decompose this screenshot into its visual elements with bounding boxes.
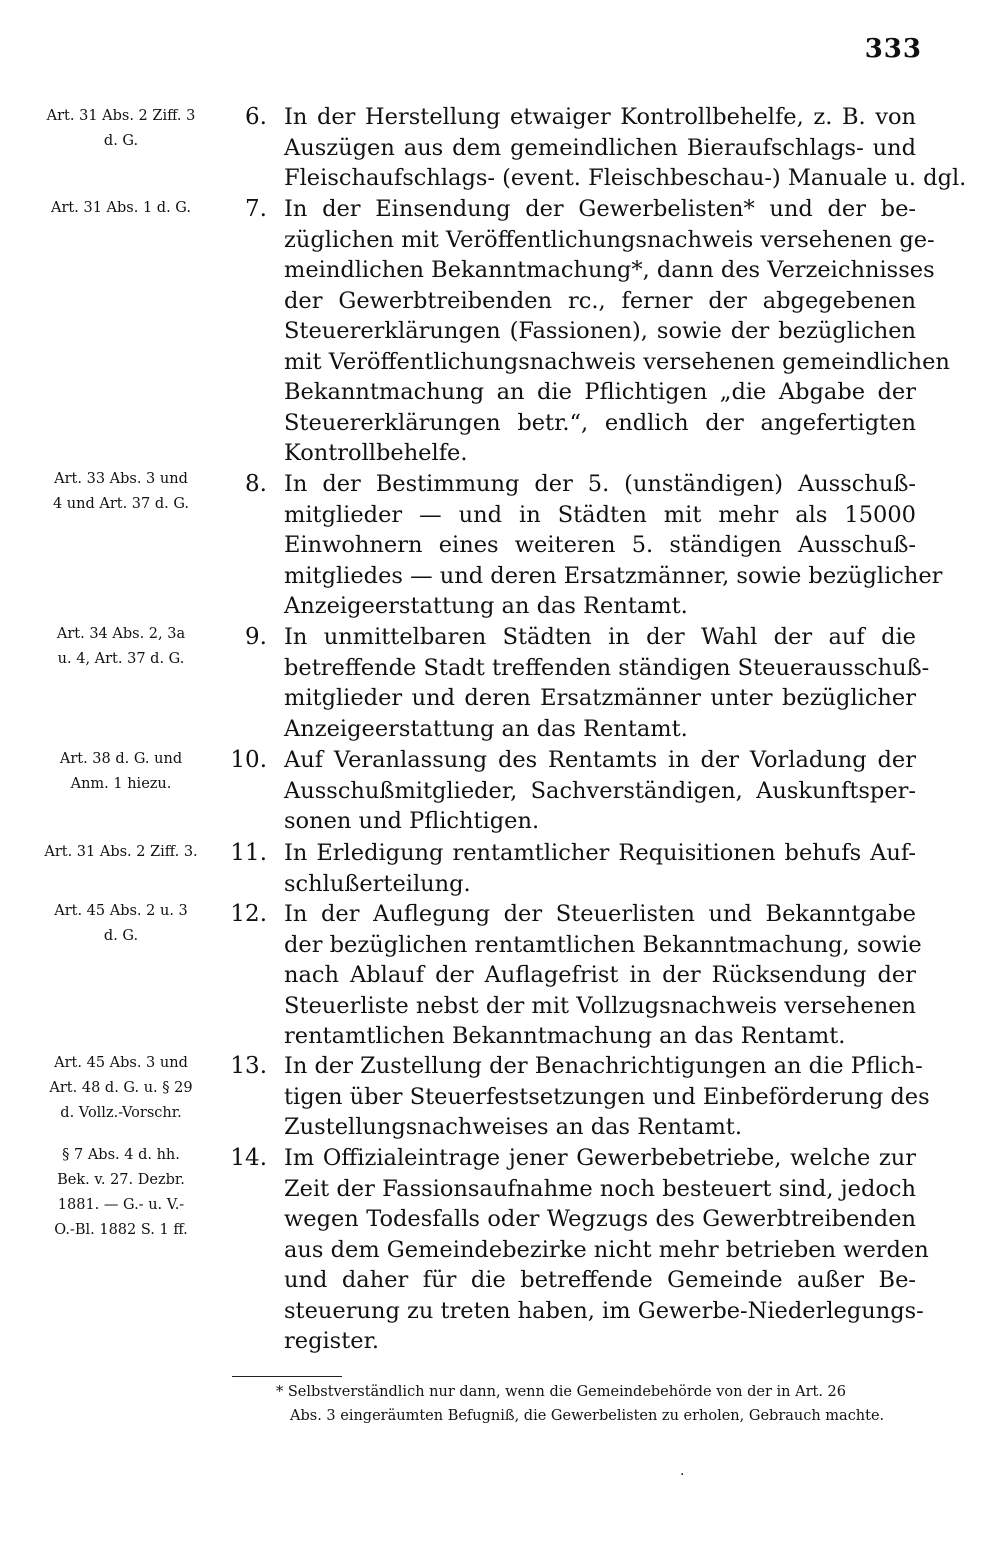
text-line: In unmittelbaren Städten in der Wahl der auf die [284,624,916,650]
margin-line: § 7 Abs. 4 d. hh. [62,1147,180,1163]
text-line: sonen und Pflichtigen. [284,808,540,834]
item-number: 12. [230,901,267,927]
item-number: 11. [230,840,267,866]
text-line: Anzeigeerstattung an das Rentamt. [284,593,688,619]
item-number: 8. [245,471,267,497]
margin-line: Bek. v. 27. Dezbr. [57,1172,185,1188]
text-line: rentamtlichen Bekanntmachung an das Rentamt. [284,1023,846,1049]
margin-line: Art. 31 Abs. 1 d. G. [51,200,191,216]
margin-note [26,622,216,672]
margin-line: Anm. 1 hiezu. [70,776,172,792]
item-text [284,745,916,837]
text-line: Steuererklärungen (Fassionen), sowie der bezüglichen [284,318,916,344]
item-text [284,102,967,194]
page-number: 333 [864,34,922,64]
text-line: In der Auflegung der Steuerlisten und Bekanntgabe [284,901,916,927]
item-text [284,622,930,744]
margin-line: O.-Bl. 1882 S. 1 ff. [54,1222,188,1238]
text-line: tigen über Steuerfestsetzungen und Einbeförderung des [284,1083,930,1110]
item-number: 10. [230,747,267,773]
margin-note [26,467,216,517]
item-text [284,1051,930,1143]
margin-note [26,747,216,797]
margin-line: d. G. [103,133,139,149]
margin-line: d. Vollz.-Vorschr. [60,1105,182,1121]
item-text [284,1143,929,1357]
margin-line: Art. 45 Abs. 3 und [54,1055,188,1071]
text-line: Steuererklärungen betr.“, endlich der angefertigten [284,409,916,436]
item-number: 14. [230,1145,267,1171]
margin-note [26,104,216,154]
margin-line: Art. 31 Abs. 2 Ziff. 3 [46,108,196,124]
margin-note [26,196,216,221]
margin-line: 4 und Art. 37 d. G. [52,496,190,512]
item-text [284,194,950,469]
margin-line: Art. 38 d. G. und [59,751,183,767]
text-line: Zeit der Fassionsaufnahme noch besteuert sind, jedoch [284,1175,916,1202]
margin-line: 1881. — G.- u. V.- [57,1197,185,1213]
text-line: mitgliedes — und deren Ersatzmänner, sowie bezüglicher [284,562,943,589]
text-line: Kontrollbehelfe. [284,440,468,466]
text-line: meindlichen Bekanntmachung*, dann des Verzeichnisses [284,257,935,283]
text-line: der bezüglichen rentamtlichen Bekanntmachung, sowie [284,931,922,958]
text-line: mitglieder und deren Ersatzmänner unter bezüglicher [284,685,916,711]
item-number: 6. [245,104,267,130]
margin-line: u. 4, Art. 37 d. G. [57,651,185,667]
text-line: In Erledigung rentamtlicher Requisitionen behufs Auf- [284,840,916,866]
text-line: Auszügen aus dem gemeindlichen Bieraufschlags- und [284,134,916,161]
text-line: züglichen mit Veröffentlichungsnachweis versehenen ge- [284,226,935,253]
text-line: Einwohnern eines weiteren 5. ständigen Ausschuß- [284,532,916,558]
margin-line: d. G. [103,928,139,944]
text-line: Bekanntmachung an die Pflichtigen „die Abgabe der [284,379,916,405]
text-line: Ausschußmitglieder, Sachverständigen, Auskunftsper- [284,777,916,804]
margin-note [26,840,216,865]
text-line: und daher für die betreffende Gemeinde außer Be- [284,1267,916,1293]
text-line: aus dem Gemeindebezirke nicht mehr betrieben werden [284,1236,929,1263]
footnote-line: * Selbstverständlich nur dann, wenn die Gemeindebehörde von der in Art. 26 [276,1384,846,1400]
text-line: mit Veröffentlichungsnachweis versehenen gemeindlichen [284,348,950,375]
text-line: wegen Todesfalls oder Wegzugs des Gewerbtreibenden [284,1206,916,1232]
text-line: In der Bestimmung der 5. (unständigen) Ausschuß- [284,471,916,497]
text-line: Im Offizialeintrage jener Gewerbebetriebe, welche zur [284,1145,916,1171]
margin-line: Art. 48 d. G. u. § 29 [49,1080,193,1096]
footnote-line: Abs. 3 eingeräumten Befugniß, die Gewerbelisten zu erholen, Gebrauch machte. [290,1408,885,1424]
margin-line: Art. 45 Abs. 2 u. 3 [54,903,188,919]
text-line: nach Ablauf der Auflagefrist in der Rücksendung der [284,962,916,988]
text-line: steuerung zu treten haben, im Gewerbe-Niederlegungs- [284,1297,924,1324]
text-line: Zustellungsnachweises an das Rentamt. [284,1114,742,1140]
item-text [284,469,943,622]
text-line: der Gewerbtreibenden rc., ferner der abgegebenen [284,287,916,314]
margin-note [26,1143,216,1243]
text-line: Steuerliste nebst der mit Vollzugsnachweis versehenen [284,992,916,1019]
margin-line: Art. 31 Abs. 2 Ziff. 3. [44,844,198,860]
footnote-rule [232,1376,342,1377]
text-line: schlußerteilung. [284,870,471,897]
text-line: In der Herstellung etwaiger Kontrollbehelfe, z. B. von [284,104,916,130]
print-speck: · [680,1467,685,1483]
margin-line: Art. 34 Abs. 2, 3a [56,626,186,642]
text-line: register. [284,1328,380,1354]
text-line: In der Zustellung der Benachrichtigungen an die Pflich- [284,1053,923,1079]
text-line: Auf Veranlassung des Rentamts in der Vorladung der [284,747,916,773]
item-number: 9. [245,624,267,650]
text-line: In der Einsendung der Gewerbelisten* und der be- [284,196,916,222]
item-number: 13. [230,1053,267,1079]
text-line: Anzeigeerstattung an das Rentamt. [284,715,688,742]
text-line: Fleischaufschlags- (event. Fleischbeschau-) Manuale u. dgl. [284,165,967,191]
text-line: mitglieder — und in Städten mit mehr als 15000 [284,501,916,528]
margin-note [26,899,216,949]
item-text [284,838,916,899]
text-line: betreffende Stadt treffenden ständigen Steuerausschuß- [284,654,930,681]
item-number: 7. [245,196,267,222]
margin-note [26,1051,216,1126]
item-text [284,899,922,1052]
margin-line: Art. 33 Abs. 3 und [54,471,188,487]
footnote [276,1380,920,1428]
